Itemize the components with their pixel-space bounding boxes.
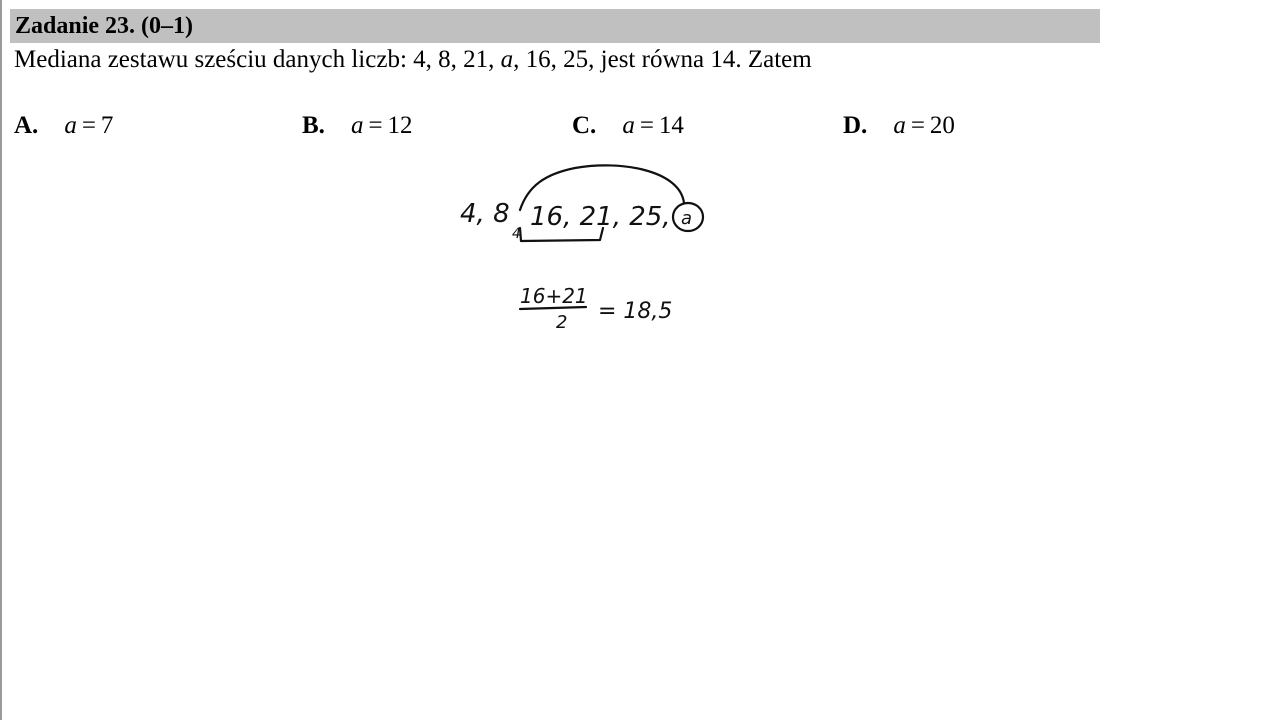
handwritten-sorted-prefix: 4, 8 [460, 199, 510, 229]
answer-letter: C. [572, 112, 597, 139]
handwritten-arrow-arc [520, 165, 684, 210]
handwritten-circle [673, 203, 703, 231]
answer-variable: a [893, 112, 906, 139]
handwritten-fraction-bar [520, 307, 586, 309]
answer-value: 12 [387, 112, 413, 139]
answer-option-b[interactable] [302, 110, 413, 142]
handwritten-result: = 18,5 [598, 299, 673, 324]
task-header-bar [10, 9, 1100, 43]
answer-letter: B. [302, 112, 325, 139]
handwritten-sorted-main: 16, 21, 25, [530, 202, 671, 232]
handwritten-small-mark: 4 [512, 226, 521, 242]
question-text-after: , 16, 25, jest równa 14. Zatem [513, 46, 812, 73]
question-text-before: Mediana zestawu sześciu danych liczb: 4, 8, 21, [14, 46, 501, 73]
handwritten-bracket [520, 228, 603, 241]
answer-value: 7 [100, 112, 114, 139]
answer-equals: = [81, 112, 96, 139]
answer-letter: D. [843, 112, 868, 139]
answer-value: 20 [929, 112, 955, 139]
answer-option-a[interactable] [14, 110, 113, 142]
answer-variable: a [64, 112, 77, 139]
handwritten-fraction-denominator: 2 [556, 312, 568, 333]
handwritten-fraction-numerator: 16+21 [520, 284, 588, 308]
answer-equals: = [910, 112, 925, 139]
answer-letter: A. [14, 112, 39, 139]
task-title: Zadanie 23. (0–1) [15, 13, 194, 39]
question-text [14, 44, 812, 76]
answer-option-c[interactable] [572, 110, 684, 142]
answer-variable: a [622, 112, 635, 139]
answer-variable: a [350, 112, 364, 139]
answer-option-d[interactable] [843, 110, 955, 142]
answer-equals: = [368, 112, 383, 139]
answer-equals: = [639, 112, 654, 139]
left-border [0, 0, 2, 720]
question-variable: a [500, 46, 514, 73]
handwritten-circled-variable: a [681, 208, 693, 229]
answer-value: 14 [658, 112, 684, 139]
